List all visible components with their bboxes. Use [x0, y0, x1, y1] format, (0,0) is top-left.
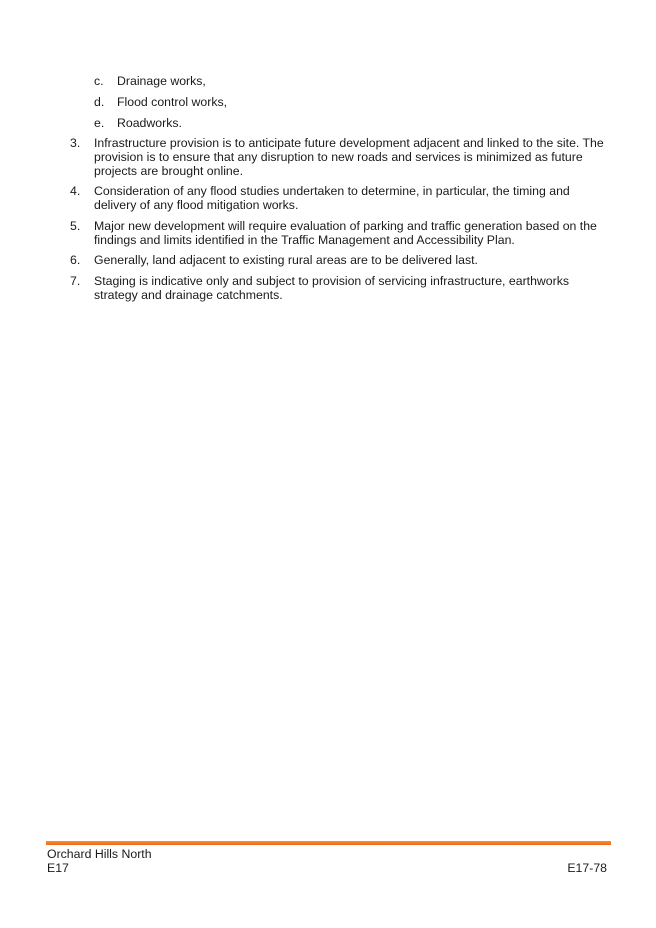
subitem-marker: e. [94, 116, 105, 130]
item-marker: 7. [70, 274, 81, 288]
subitem-marker: c. [94, 74, 104, 88]
subitem-text: Flood control works, [117, 95, 228, 109]
item-text: Infrastructure provision is to anticipate future development adjacent and linked to the site. The provision is to ensure that any disruption to new roads and services is minimized as future projects are brought online. [94, 136, 604, 178]
footer-rule [46, 841, 611, 845]
subitem-text: Drainage works, [117, 74, 206, 88]
item-text: Generally, land adjacent to existing rural areas are to be delivered last. [94, 253, 478, 267]
item-marker: 6. [70, 253, 81, 267]
item-marker: 3. [70, 136, 81, 150]
item-text: Major new development will require evaluation of parking and traffic generation based on the findings and limits identified in the Traffic Management and Accessibility Plan. [94, 219, 597, 247]
subitem-marker: d. [94, 95, 105, 109]
footer-code: E17 [47, 861, 69, 875]
item-marker: 5. [70, 219, 81, 233]
item-text: Consideration of any flood studies undertaken to determine, in particular, the timing and delivery of any flood mitigation works. [94, 184, 570, 212]
footer-title: Orchard Hills North [47, 847, 152, 861]
item-text: Staging is indicative only and subject to provision of servicing infrastructure, earthworks strategy and drainage catchments. [94, 274, 570, 302]
item-marker: 4. [70, 184, 81, 198]
page-number: E17-78 [567, 861, 607, 875]
subitem-text: Roadworks. [117, 116, 182, 130]
